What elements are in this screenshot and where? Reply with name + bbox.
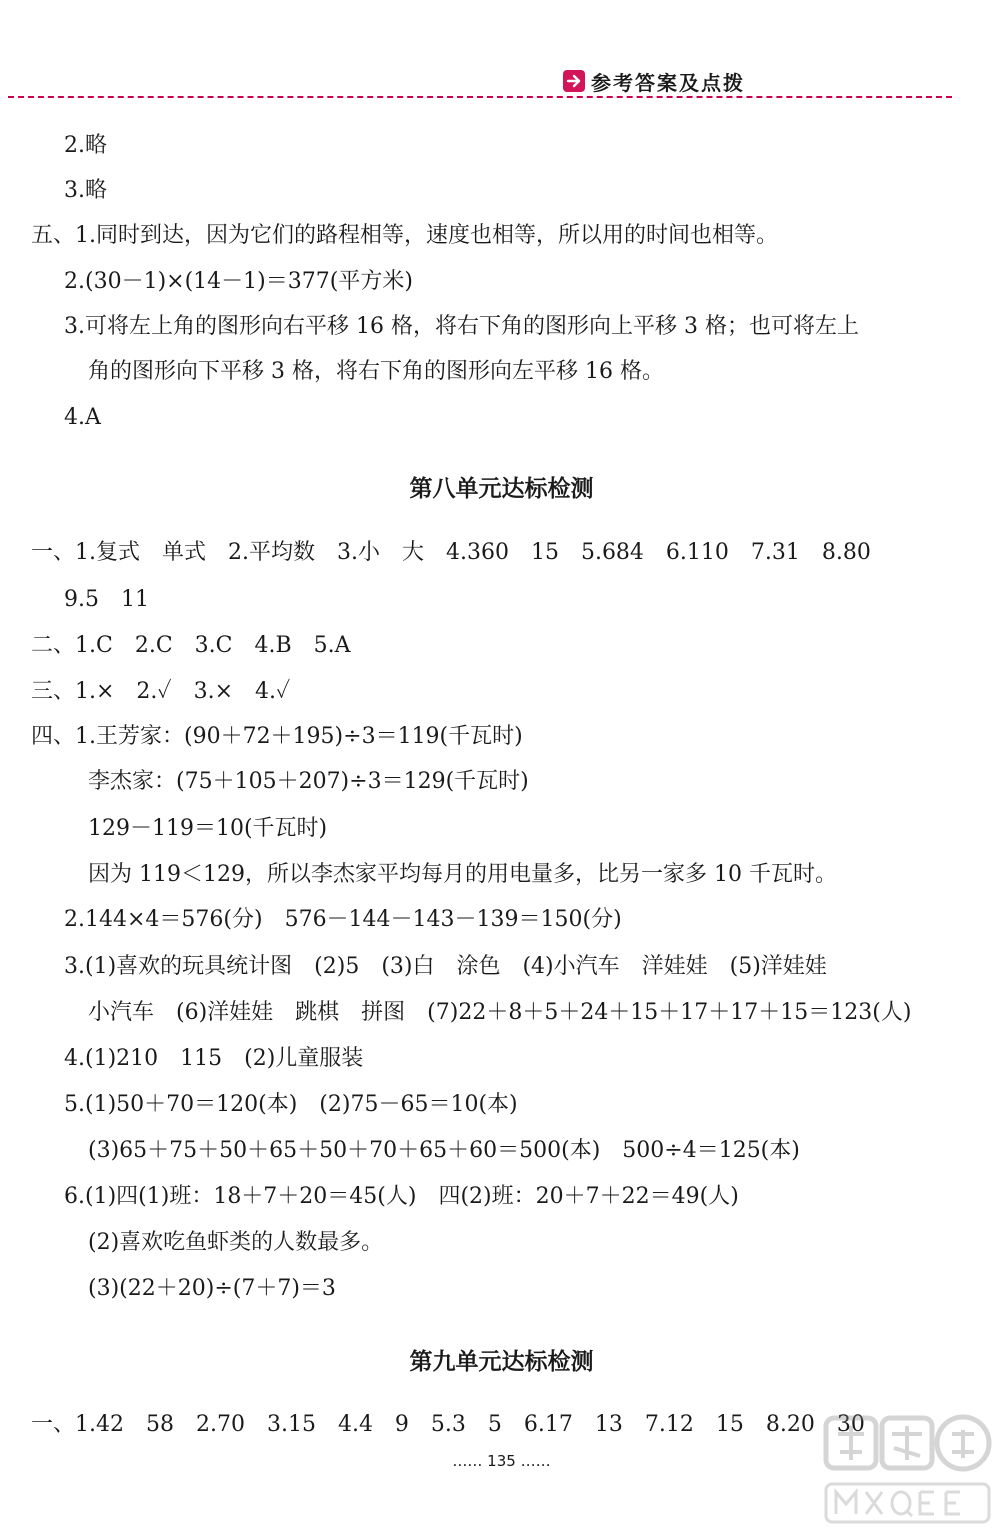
- section-heading-unit-8: 第八单元达标检测: [409, 475, 594, 502]
- answer-line: 五、1.同时到达，因为它们的路程相等，速度也相等，所以用的时间也相等。: [31, 223, 778, 248]
- answer-line: 二、1.C 2.C 3.C 4.B 5.A: [31, 633, 351, 658]
- answer-line: (3)65＋75＋50＋65＋50＋70＋65＋60＝500(本) 500÷4＝125(本): [88, 1138, 800, 1163]
- answer-line: (2)喜欢吃鱼虾类的人数最多。: [88, 1230, 384, 1255]
- section-heading-unit-9: 第九单元达标检测: [409, 1348, 594, 1375]
- answer-line: 5.(1)50＋70＝120(本) (2)75－65＝10(本): [64, 1092, 518, 1117]
- answer-line: 3.(1)喜欢的玩具统计图 (2)5 (3)白 涂色 (4)小汽车 洋娃娃 (5)洋娃娃: [64, 954, 827, 979]
- answer-line: 角的图形向下平移 3 格，将右下角的图形向左平移 16 格。: [88, 359, 664, 384]
- answer-line: 2.144×4＝576(分) 576－144－143－139＝150(分): [64, 907, 622, 932]
- header-title: 参考答案及点拨: [591, 70, 745, 95]
- answer-line: 四、1.王芳家：(90＋72＋195)÷3＝119(千瓦时): [31, 724, 523, 749]
- answer-line: 3.可将左上角的图形向右平移 16 格，将右下角的图形向上平移 3 格；也可将左上: [64, 314, 859, 339]
- header-divider: [8, 96, 952, 98]
- answer-line: 3.略: [64, 178, 107, 203]
- answer-line: 4.A: [64, 405, 101, 430]
- answer-line: 2.(30－1)×(14－1)＝377(平方米): [64, 269, 413, 294]
- answer-line: 李杰家：(75＋105＋207)÷3＝129(千瓦时): [88, 769, 529, 794]
- arrow-right-icon: [563, 70, 585, 92]
- answer-line: 6.(1)四(1)班：18＋7＋20＝45(人) 四(2)班：20＋7＋22＝49(人): [64, 1184, 739, 1209]
- page-number: …… 135 ……: [452, 1452, 551, 1470]
- answer-line: 一、1.复式 单式 2.平均数 3.小 大 4.360 15 5.684 6.110 7.31 8.80: [31, 540, 871, 565]
- running-header: [563, 66, 745, 96]
- answer-line: 2.略: [64, 133, 107, 158]
- answer-line: 9.5 11: [64, 587, 149, 612]
- answer-line: 因为 119＜129，所以李杰家平均每月的用电量多，比另一家多 10 千瓦时。: [88, 862, 837, 887]
- answer-line: (3)(22＋20)÷(7＋7)＝3: [88, 1276, 336, 1301]
- watermark-logo: [820, 1412, 995, 1530]
- answer-line: 4.(1)210 115 (2)儿童服装: [64, 1046, 364, 1071]
- answer-line: 小汽车 (6)洋娃娃 跳棋 拼图 (7)22＋8＋5＋24＋15＋17＋17＋15＝123(人): [88, 1000, 912, 1025]
- answer-line: 一、1.42 58 2.70 3.15 4.4 9 5.3 5 6.17 13 7.12 15 8.20 30: [31, 1412, 865, 1437]
- answer-line: 129－119＝10(千瓦时): [88, 816, 328, 841]
- answer-line: 三、1.× 2.✓ 3.× 4.✓: [31, 679, 291, 704]
